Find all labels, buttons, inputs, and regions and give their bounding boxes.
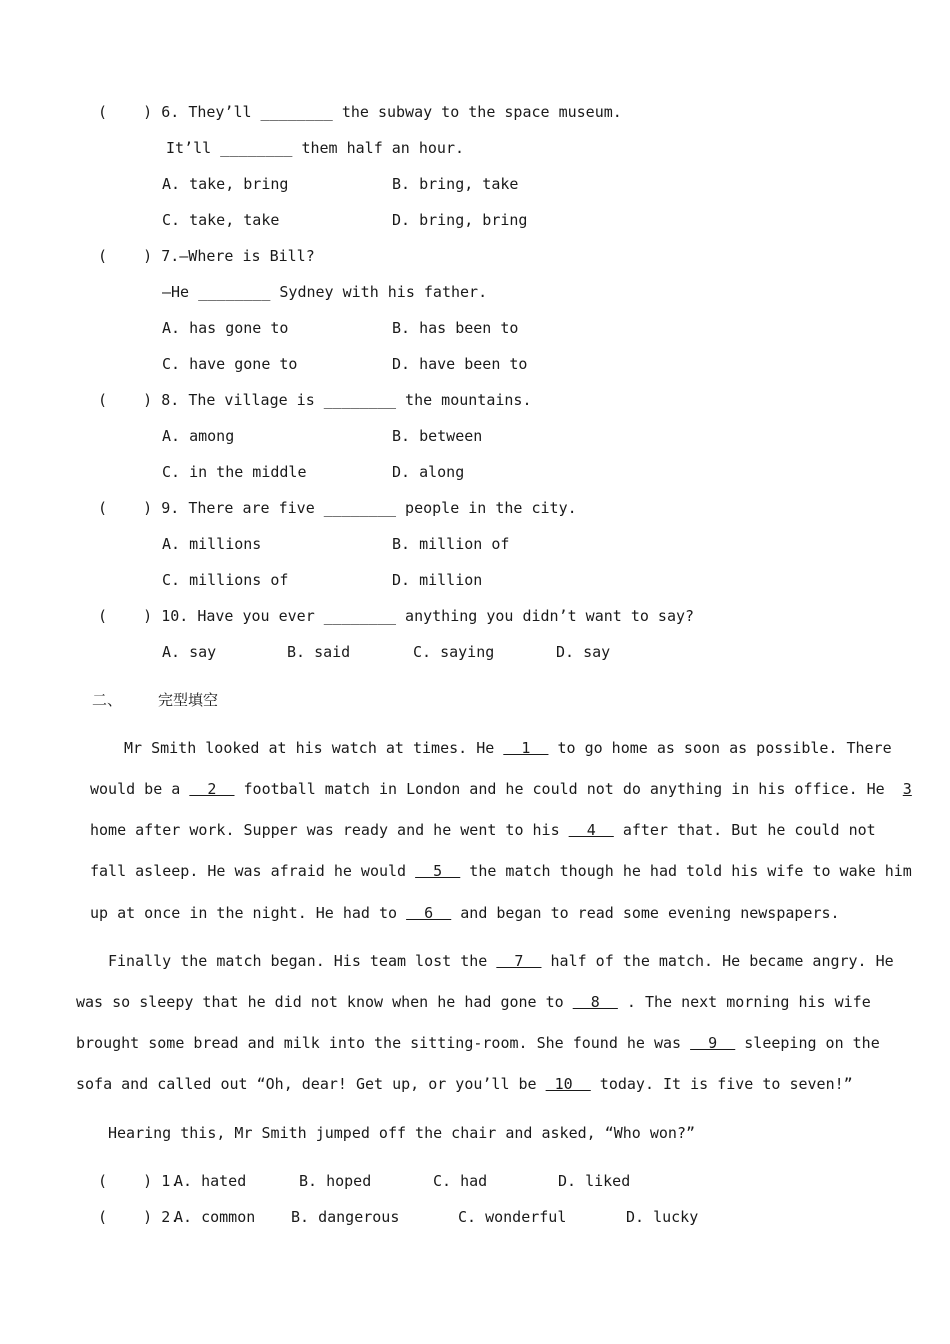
- blank-6: 6: [406, 904, 452, 922]
- blank-1: 1: [503, 739, 549, 757]
- question-9-option-b: B. million of: [392, 535, 510, 553]
- question-10-option-d: D. say: [556, 643, 611, 661]
- question-6-option-a: A. take, bring: [162, 175, 289, 193]
- cloze-1-option-d: D. liked: [558, 1172, 631, 1190]
- blank-8: 8: [572, 993, 618, 1011]
- question-6-option-d: D. bring, bring: [392, 211, 528, 229]
- passage-p2-line-1: Finally the match began. His team lost the 7 half of the match. He became angry. He: [108, 952, 894, 970]
- question-7-option-b: B. has been to: [392, 319, 519, 337]
- passage-p1-line-1: Mr Smith looked at his watch at times. He 1 to go home as soon as possible. There: [124, 739, 892, 757]
- question-7-option-d: D. have been to: [392, 355, 528, 373]
- blank-10: 10: [545, 1075, 591, 1093]
- cloze-1-option-b: B. hoped: [299, 1172, 372, 1190]
- passage-p1-line-5: up at once in the night. He had to 6 and began to read some evening newspapers.: [90, 904, 840, 922]
- question-6-option-b: B. bring, take: [392, 175, 519, 193]
- question-7-option-a: A. has gone to: [162, 319, 289, 337]
- cloze-1-option-c: C. had: [433, 1172, 488, 1190]
- cloze-2-option-a: A. common: [174, 1208, 256, 1226]
- passage-p3: Hearing this, Mr Smith jumped off the chair and asked, “Who won?”: [108, 1124, 695, 1142]
- question-8-option-c: C. in the middle: [162, 463, 307, 481]
- cloze-question-1: ( ) 1.: [98, 1172, 180, 1190]
- blank-5: 5: [415, 862, 461, 880]
- passage-p2-line-2: was so sleepy that he did not know when he had gone to 8 . The next morning his wife: [76, 993, 871, 1011]
- question-6-option-c: C. take, take: [162, 211, 280, 229]
- question-10-stem: ( ) 10. Have you ever ________ anything you didn’t want to say?: [98, 607, 695, 625]
- cloze-2-option-c: C. wonderful: [458, 1208, 567, 1226]
- question-7-stem-2: —He ________ Sydney with his father.: [162, 283, 488, 301]
- passage-p2-line-4: sofa and called out “Oh, dear! Get up, or you’ll be 10 today. It is five to seven!”: [76, 1075, 853, 1093]
- cloze-1-option-a: A. hated: [174, 1172, 247, 1190]
- section-number: 二、: [92, 691, 123, 709]
- blank-3: 3: [902, 780, 912, 798]
- question-9-stem: ( ) 9. There are five ________ people in the city.: [98, 499, 577, 517]
- blank-4: 4: [568, 821, 614, 839]
- passage-p1-line-2: would be a 2 football match in London and he could not do anything in his office. He 3: [90, 780, 912, 798]
- passage-p1-line-4: fall asleep. He was afraid he would 5 the match though he had told his wife to wake him: [90, 862, 912, 880]
- question-10-option-a: A. say: [162, 643, 217, 661]
- section-title: 完型填空: [158, 691, 219, 709]
- question-9-option-a: A. millions: [162, 535, 262, 553]
- question-9-option-c: C. millions of: [162, 571, 289, 589]
- cloze-2-option-d: D. lucky: [626, 1208, 699, 1226]
- question-7-option-c: C. have gone to: [162, 355, 298, 373]
- question-6-stem-2: It’ll ________ them half an hour.: [166, 139, 465, 157]
- cloze-question-2: ( ) 2.: [98, 1208, 180, 1226]
- question-10-option-c: C. saying: [413, 643, 495, 661]
- question-8-option-d: D. along: [392, 463, 465, 481]
- passage-p1-line-3: home after work. Supper was ready and he went to his 4 after that. But he could not: [90, 821, 876, 839]
- question-9-option-d: D. million: [392, 571, 483, 589]
- passage-p2-line-3: brought some bread and milk into the sitting-room. She found he was 9 sleeping on the: [76, 1034, 880, 1052]
- question-7-stem: ( ) 7.—Where is Bill?: [98, 247, 315, 265]
- blank-2: 2: [189, 780, 235, 798]
- question-8-option-b: B. between: [392, 427, 483, 445]
- blank-9: 9: [690, 1034, 736, 1052]
- cloze-2-option-b: B. dangerous: [291, 1208, 400, 1226]
- question-6-stem: ( ) 6. They’ll ________ the subway to the space museum.: [98, 103, 622, 121]
- question-8-option-a: A. among: [162, 427, 235, 445]
- blank-7: 7: [496, 952, 542, 970]
- question-8-stem: ( ) 8. The village is ________ the mountains.: [98, 391, 532, 409]
- question-10-option-b: B. said: [287, 643, 351, 661]
